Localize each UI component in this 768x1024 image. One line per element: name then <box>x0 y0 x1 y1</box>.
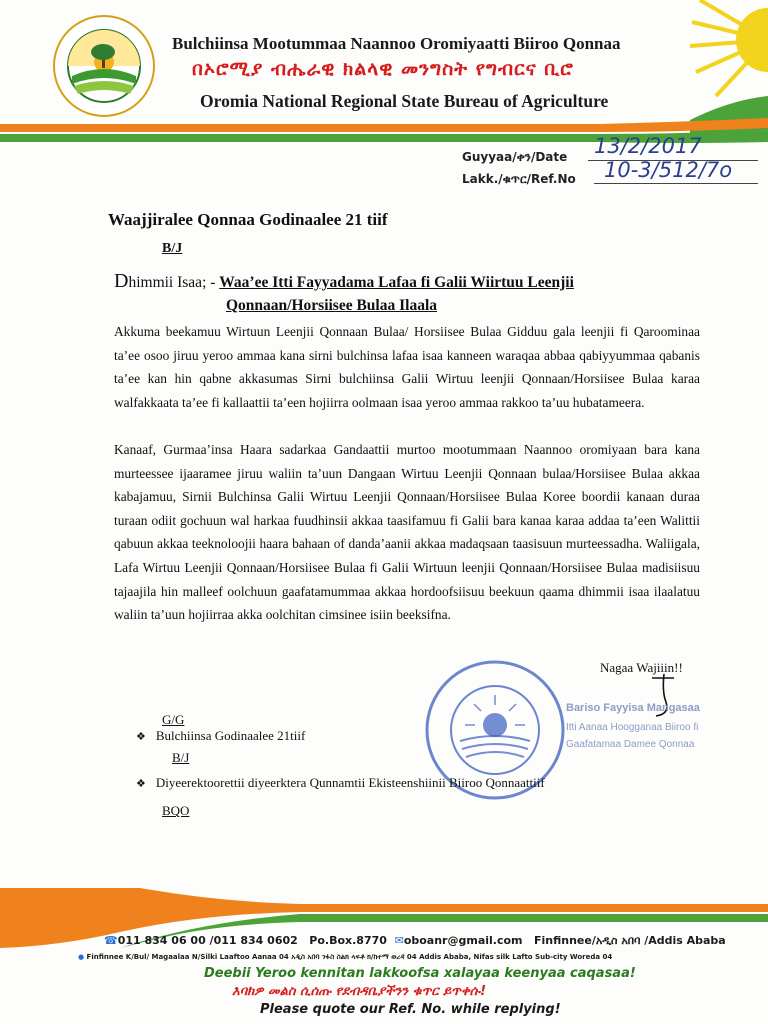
paragraph-1: Akkuma beekamuu Wirtuun Leenjii Qonnaan Bulaa/ Horsiisee Bulaa Gidduu gala leenjii fi Qaroominaa ta’ee osoo jiruu yeroo ammaa kana sirni bulchinsa lafaa isaa kanneen waraqaa abbaa qabiyyummaa qabanis ta’ee kan hin qabne akkasumas Sirni bulchiinsa Galii Wirtuu leenjii Qonnaan/Horsiisee Bulaa karaa walfakkaata ta’ee fi kallaattii ta’een hojiirra oolmaan isaa yeroo ammaa rakkoo ta’uu hubatameera. <box>114 324 700 410</box>
footer-phones: 011 834 06 00 /011 834 0602 <box>117 934 298 947</box>
date-label: Guyyaa/ቀን/Date <box>462 150 568 164</box>
cc-item-2-text: Diyeerektoorettii diyeerktera Qunnamtii Ekisteenshiinii Biiroo Qonnaattiif <box>155 775 545 790</box>
footer-address <box>78 953 612 962</box>
footer-address-text: Finfinnee K/Bul/ Magaalaa N/Silki Laaftoo Aanaa 04 አዲስ አበባ ንፋስ ስልክ ላፍቶ ክ/ከተማ ወረዳ 04 Addis Ababa, Nifas silk Lafto Sub-city Woreda 04 <box>86 953 613 961</box>
ref-value: 10-3/512/7o <box>604 158 733 182</box>
subject-title-continued: Qonnaan/Horsiisee Bulaa Ilaala <box>226 297 438 314</box>
bureau-logo <box>52 14 156 118</box>
cc-bqo-label: BQO <box>162 803 190 818</box>
diamond-bullet-icon: ❖ <box>136 731 146 743</box>
footer-city: Finfinnee/አዲስ አበባ /Addis Ababa <box>534 934 726 947</box>
ref-underline <box>594 183 758 184</box>
header-line-oromo: Bulchiinsa Mootummaa Naannoo Oromiyaatti Biiroo Qonnaa <box>172 34 621 53</box>
subject-title: Waa’ee Itti Fayyadama Lafaa fi Galii Wiirtuu Leenjii <box>219 274 574 291</box>
signatory-department: Gaafatamaa Damee Qonnaa <box>566 739 695 750</box>
footer-pobox: Po.Box.8770 <box>309 934 387 947</box>
closing-greeting: Nagaa Wajiiin!! <box>600 660 683 675</box>
cc-item-2 <box>136 775 545 791</box>
footer-note-oromo: Deebii Yeroo kennitan lakkoofsa xalayaa keenyaa caqasaa! <box>204 966 636 981</box>
subject-key: himmii Isaa; - <box>128 274 220 291</box>
ref-label: Lakk./ቁጥር/Ref.No <box>462 172 576 186</box>
signatory-title: Itti Aanaa Hoogganaa Biiroo fi <box>566 722 699 733</box>
subject-key-initial: D <box>114 270 129 292</box>
header-line-english: Oromia National Regional State Bureau of Agriculture <box>200 91 609 111</box>
addressee: Waajjiralee Qonnaa Godinaalee 21 tiif <box>108 210 388 229</box>
date-value: 13/2/2017 <box>594 134 702 158</box>
subject-line <box>114 270 574 293</box>
paragraph-2: Kanaaf, Gurmaa’insa Haara sadarkaa Gandaattii murtoo mootummaan Naannoo oromiyaan bara kana murteessee ijaaramee jiruu waliin ta’uun Dangaan Wirtuu Leenjii Qonnaan bulaa/Horsiisee Bulaa akkaa kabajamuu, Sirnii Bulchinsa Galii Wirtuu Leenjii Qonnaan/Horsiisee Bulaa Koree boordii kanaan duraa turaan odiit gochuun wal harkaa fuudhinsii akkaa taasifamuu fi Galii bara kanaa karaa addaa ta’een Walittii qabuun akkaa teeknoloojii haara bahaan of danda’aanii akkaa madaqsaan taasisuun murteessadha. Waliigala, Lafa Wirtuu Leenjii Qonnaan/Horsiisee Bulaa fi Galii Wirtuun leenjii Qonnaan/Horsiisee Bulaa madisiisuu tajaajila hin malleef oolchuun gaafatamummaa akkaa hordoofsiisuu beekuun qaama dhimmii isaa ilaalatuu waliin ta’uun hojiirraa akka oolchitan cimsinee isiin beeksifna. <box>114 442 700 623</box>
footer-note-english: Please quote our Ref. No. while replying! <box>260 1002 561 1017</box>
cc-item-1 <box>136 728 305 744</box>
footer-note-amharic: እባክዎ መልስ ሲሰጡ የደብዳቤያችንን ቁጥር ይጥቀሱ! <box>232 984 487 999</box>
cc-label: G/G <box>162 712 185 727</box>
diamond-bullet-icon: ❖ <box>136 778 146 790</box>
footer-contacts <box>104 934 726 948</box>
cc-item-1-text: Bulchiinsa Godinaalee 21tiif <box>155 728 306 743</box>
cc-bj-label: B/J <box>172 750 190 765</box>
bj-label: B/J <box>162 241 183 256</box>
phone-icon: ☎ <box>104 934 118 947</box>
footer-email: oboanr@gmail.com <box>403 934 523 947</box>
header-line-amharic: በኦሮሚያ ብሔራዊ ክልላዊ መንግስት የግብርና ቢሮ <box>192 58 574 80</box>
email-icon: ✉ <box>394 934 404 947</box>
location-pin-icon: ● <box>78 953 85 961</box>
signatory-name: Bariso Fayyisa Mangasaa <box>566 702 700 714</box>
